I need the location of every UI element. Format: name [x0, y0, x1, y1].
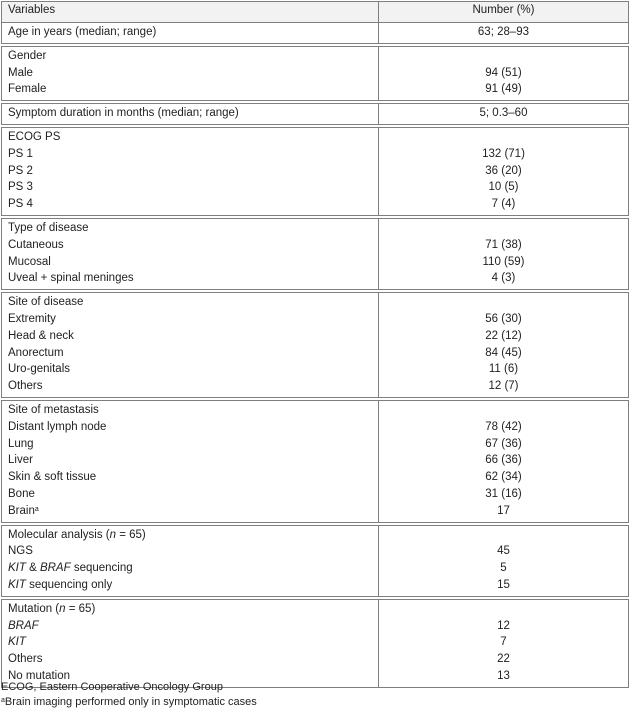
section-molecular-analysis [2, 525, 629, 596]
row-label: Skin & soft tissue [2, 469, 379, 486]
table-row [2, 618, 629, 635]
table-row [2, 163, 629, 180]
gene-braf: BRAF [39, 562, 71, 575]
table-row [2, 634, 629, 651]
row-value: 78 (42) [379, 419, 629, 436]
row-value: 22 (12) [379, 328, 629, 345]
footnote-marker: a [1, 697, 5, 704]
row-value: 13 [379, 668, 629, 687]
row-label: Bone [2, 486, 379, 503]
section-title [2, 599, 379, 617]
label-text: Brain [8, 504, 35, 517]
row-label [2, 577, 379, 596]
section-disease-site [2, 293, 629, 398]
label-rest: sequencing [70, 562, 133, 575]
table-row [2, 486, 629, 503]
table-row [2, 378, 629, 397]
row-value: 7 (4) [379, 196, 629, 215]
row-value: 62 (34) [379, 469, 629, 486]
table-row [2, 196, 629, 215]
row-value: 36 (20) [379, 163, 629, 180]
row-label: PS 3 [2, 179, 379, 196]
row-value: 67 (36) [379, 436, 629, 453]
title-rest: = 65) [65, 602, 96, 615]
row-label [2, 560, 379, 577]
section-age [2, 23, 629, 44]
row-label: Extremity [2, 311, 379, 328]
section-title: Symptom duration in months (median; range) [2, 104, 379, 125]
row-value: 7 [379, 634, 629, 651]
title-italic: n [59, 602, 66, 615]
row-label: Liver [2, 452, 379, 469]
table-row [2, 81, 629, 100]
row-value: 22 [379, 651, 629, 668]
row-value: 132 (71) [379, 146, 629, 163]
gene-kit: KIT [8, 562, 26, 575]
table-row [2, 560, 629, 577]
section-metastasis-site [2, 400, 629, 522]
table-row [2, 179, 629, 196]
title-text: Mutation ( [8, 602, 60, 615]
table-row [2, 436, 629, 453]
footnote-abbreviation: ECOG, Eastern Cooperative Oncology Group [1, 681, 223, 693]
table-row [2, 469, 629, 486]
footnote-marker: a [34, 505, 39, 513]
row-label: Lung [2, 436, 379, 453]
row-value: 12 (7) [379, 378, 629, 397]
table-row [2, 237, 629, 254]
row-label: Distant lymph node [2, 419, 379, 436]
row-value: 10 (5) [379, 179, 629, 196]
label-text: & [25, 562, 40, 575]
row-value: 31 (16) [379, 486, 629, 503]
row-label: PS 1 [2, 146, 379, 163]
row-label: Anorectum [2, 345, 379, 362]
section-title: Site of disease [2, 293, 379, 311]
row-value: 11 (6) [379, 361, 629, 378]
table-row [2, 146, 629, 163]
title-italic: n [109, 528, 117, 541]
table-header [2, 2, 629, 23]
row-label: NGS [2, 543, 379, 560]
row-label: KIT [2, 634, 379, 651]
section-mutation [2, 599, 629, 687]
table-row [2, 577, 629, 596]
row-label [2, 503, 379, 522]
section-title: Age in years (median; range) [2, 23, 379, 44]
row-value: 5 [379, 560, 629, 577]
row-label: Cutaneous [2, 237, 379, 254]
row-value: 12 [379, 618, 629, 635]
header-number: Number (%) [379, 2, 629, 23]
row-value: 56 (30) [379, 311, 629, 328]
label-text: sequencing only [25, 578, 113, 591]
table-row [2, 311, 629, 328]
header-variables: Variables [2, 2, 379, 23]
row-value: 15 [379, 577, 629, 596]
section-title [2, 525, 379, 543]
row-value: 110 (59) [379, 254, 629, 271]
title-text: Molecular analysis ( [8, 528, 110, 541]
table-row [2, 651, 629, 668]
row-value: 94 (51) [379, 65, 629, 82]
row-value: 91 (49) [379, 81, 629, 100]
table-row [2, 254, 629, 271]
section-title: Type of disease [2, 218, 379, 236]
row-label: Uro-genitals [2, 361, 379, 378]
row-value: 84 (45) [379, 345, 629, 362]
table-row [2, 419, 629, 436]
row-label: Male [2, 65, 379, 82]
section-ecog [2, 127, 629, 215]
table-row [2, 361, 629, 378]
section-title: Site of metastasis [2, 400, 379, 418]
section-value: 5; 0.3–60 [379, 104, 629, 125]
section-disease-type [2, 218, 629, 289]
footnote-text: Brain imaging performed only in symptomatic cases [4, 696, 257, 708]
section-gender [2, 46, 629, 100]
row-value: 66 (36) [379, 452, 629, 469]
row-label: Uveal + spinal meninges [2, 270, 379, 289]
section-value: 63; 28–93 [379, 23, 629, 44]
row-label: Head & neck [2, 328, 379, 345]
row-label: PS 4 [2, 196, 379, 215]
row-label: PS 2 [2, 163, 379, 180]
table-row [2, 328, 629, 345]
table-row [2, 270, 629, 289]
table-row [2, 452, 629, 469]
row-label: Others [2, 651, 379, 668]
gene-kit: KIT [8, 578, 26, 591]
footnote-brain-imaging [1, 694, 621, 710]
table-row [2, 65, 629, 82]
characteristics-table [1, 1, 629, 688]
row-label: No mutation [2, 668, 379, 687]
section-title: Gender [2, 46, 379, 64]
row-label: Others [2, 378, 379, 397]
title-rest: = 65) [116, 528, 146, 541]
row-label: BRAF [2, 618, 379, 635]
row-label: Female [2, 81, 379, 100]
row-value: 17 [379, 503, 629, 522]
section-symptom-duration [2, 104, 629, 125]
section-title: ECOG PS [2, 127, 379, 145]
table-row [2, 503, 629, 522]
row-label: Mucosal [2, 254, 379, 271]
row-value: 71 (38) [379, 237, 629, 254]
row-value: 4 (3) [379, 270, 629, 289]
table-row [2, 345, 629, 362]
table-row [2, 543, 629, 560]
row-value: 45 [379, 543, 629, 560]
